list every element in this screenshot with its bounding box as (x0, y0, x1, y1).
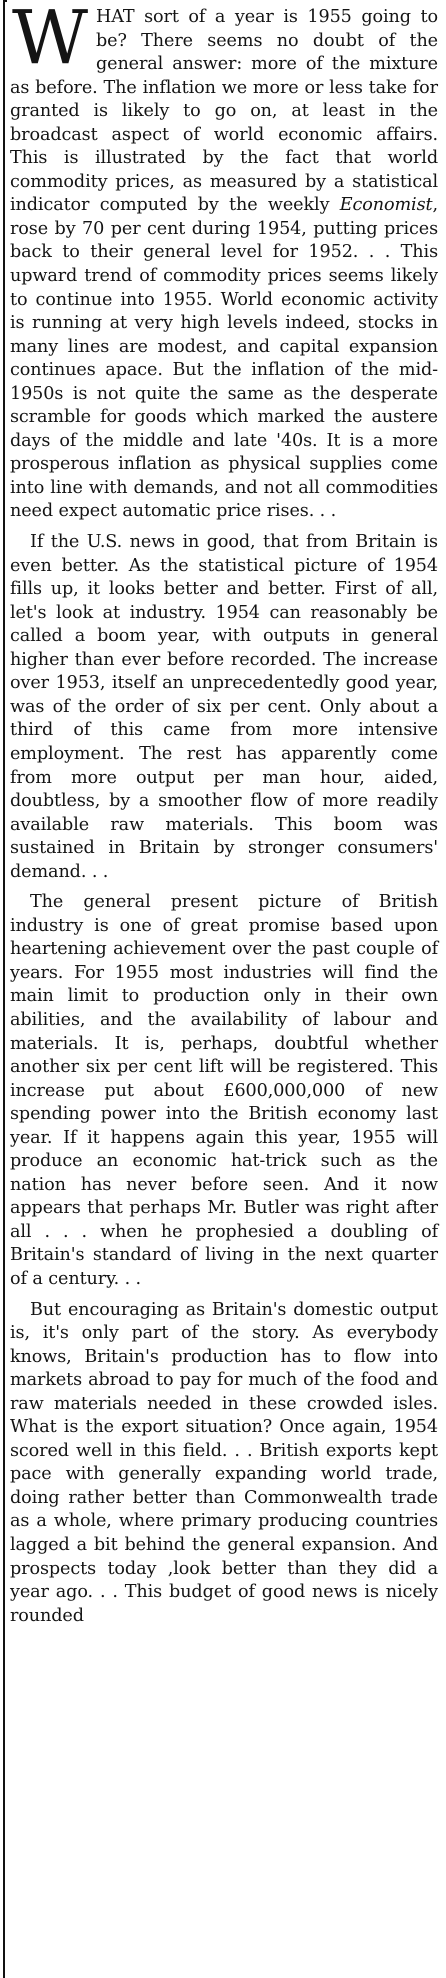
paragraph-4: But encouraging as Britain's domestic output is, it's only part of the story. As everybody knows, Britain's production has to flow into markets abroad to pay for much of the food and raw materials needed in these crowded isles. What is the export situation? Once again, 1954 scored well in this field. . . British exports kept pace with generally expanding world trade, doing rather better than Commonwealth trade as a whole, where primary producing countries lagged a bit behind the general expansion. And prospects today ,look better than they did a year ago. . . This budget of good news is nicely rounded (10, 1299, 438, 1626)
drop-cap: W (12, 0, 88, 81)
paragraph-1-lead: HAT sort of a year is 1955 going to be? There seems no doubt of the general answer: more of the mixture as before. The inflation we more or less take for granted is likely to go on, at least in the broadcast aspect of world economic affairs. This is illustrated by the fact that world commodity prices, as measured by a statistical indicator computed by the weekly (10, 7, 438, 216)
paragraph-2: If the U.S. news in good, that from Britain is even better. As the statistical picture of 1954 fills up, it looks better and better. First of all, let's look at industry. 1954 can reasonably be called a boom year, with outputs in general higher than ever before recorded. The increase over 1953, itself an unprecedentedly good year, was of the order of six per cent. Only about a third of this came from more intensive employment. The rest has apparently come from more output per man hour, aided, doubtless, by a smoother flow of more readily available raw materials. This boom was sustained in Britain by stronger consumers' demand. . . (10, 532, 438, 882)
paragraph-1 (10, 0, 438, 524)
publication-name: Economist (339, 195, 433, 216)
paragraph-1-rest: , rose by 70 per cent during 1954, putting prices back to their general level for 1952. . . This upward trend of commodity prices seems likely to continue into 1955. World economic activity is running at very high levels indeed, stocks in many lines are modest, and capital expansion continues apace. But the inflation of the mid-1950s is not quite the same as the desperate scramble for goods which marked the austere days of the middle and late '40s. It is a more prosperous inflation as physical supplies come into line with demands, and not all commodities need expect automatic price rises. . . (10, 195, 438, 522)
paragraph-3: The general present picture of British industry is one of great promise based upon heartening achievement over the past couple of years. For 1955 most industries will find the main limit to production only in their own abilities, and the availability of labour and materials. It is, perhaps, doubtful whether another six per cent lift will be registered. This increase put about £600,000,000 of new spending power into the British economy last year. If it happens again this year, 1955 will produce an economic hat-trick such as the nation has never before seen. And it now appears that perhaps Mr. Butler was right after all . . . when he prophesied a doubling of Britain's standard of living in the next quarter of a century. . . (10, 892, 438, 1289)
